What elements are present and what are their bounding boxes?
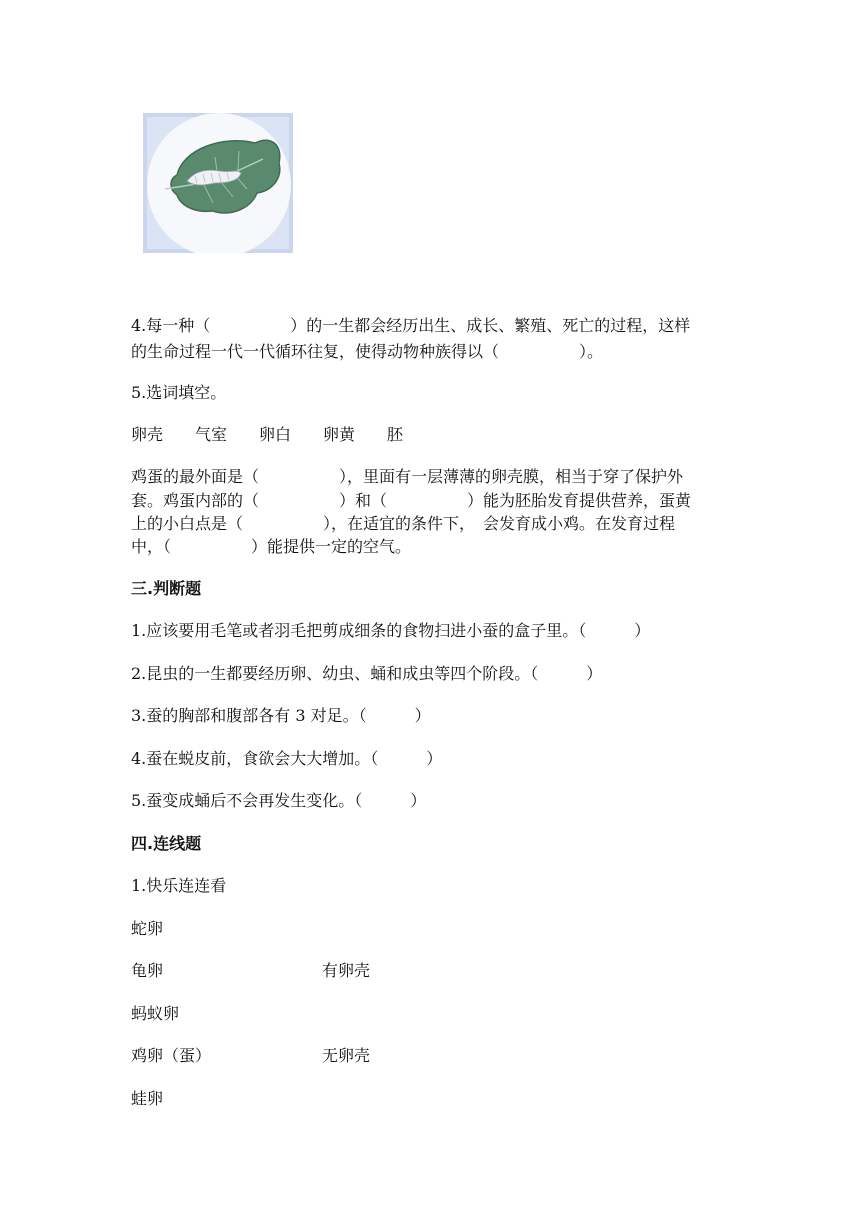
silkworm-illustration	[143, 113, 293, 253]
section-3-heading: 三.判断题	[131, 579, 202, 598]
matching-left-item-3: 蚂蚁卵	[131, 1004, 180, 1023]
matching-right-item-1: 有卵壳	[322, 961, 371, 980]
judgment-item-4: 4.蚕在蜕皮前，食欲会大大增加。（ ）	[131, 749, 443, 768]
judgment-item-5: 5.蚕变成蛹后不会再发生变化。（ ）	[131, 791, 427, 810]
section-4-heading: 四.连线题	[131, 834, 202, 853]
question-4-line-1: 4.每一种（ ）的一生都会经历出生、成长、繁殖、死亡的过程，这样	[131, 316, 691, 335]
matching-right-item-2: 无卵壳	[322, 1046, 371, 1065]
matching-left-item-2: 龟卵	[131, 961, 164, 980]
question-5-line-3: 上的小白点是（ ），在适宜的条件下， 会发育成小鸡。在发育过程	[131, 514, 676, 533]
judgment-item-2: 2.昆虫的一生都要经历卵、幼虫、蛹和成虫等四个阶段。（ ）	[131, 664, 603, 683]
matching-left-item-1: 蛇卵	[131, 919, 164, 938]
question-4-line-2: 的生命过程一代一代循环往复，使得动物种族得以（ ）。	[131, 342, 604, 361]
matching-question-title: 1.快乐连连看	[131, 876, 227, 895]
judgment-item-3: 3.蚕的胸部和腹部各有 3 对足。（ ）	[131, 706, 431, 725]
word-bank: 卵壳 气室 卵白 卵黄 胚	[131, 425, 404, 444]
question-5-title: 5.选词填空。	[131, 383, 227, 402]
question-5-line-2: 套。鸡蛋内部的（ ）和（ ）能为胚胎发育提供营养，蛋黄	[131, 491, 692, 510]
matching-left-item-5: 蛙卵	[131, 1089, 164, 1108]
question-5-line-1: 鸡蛋的最外面是（ ），里面有一层薄薄的卵壳膜，相当于穿了保护外	[131, 467, 684, 486]
silkworm-on-mulberry-leaf-icon	[143, 113, 293, 253]
question-5-line-4: 中，（ ）能提供一定的空气。	[131, 537, 412, 556]
judgment-item-1: 1.应该要用毛笔或者羽毛把剪成细条的食物扫进小蚕的盒子里。（ ）	[131, 621, 651, 640]
matching-left-item-4: 鸡卵（蛋）	[131, 1046, 212, 1065]
